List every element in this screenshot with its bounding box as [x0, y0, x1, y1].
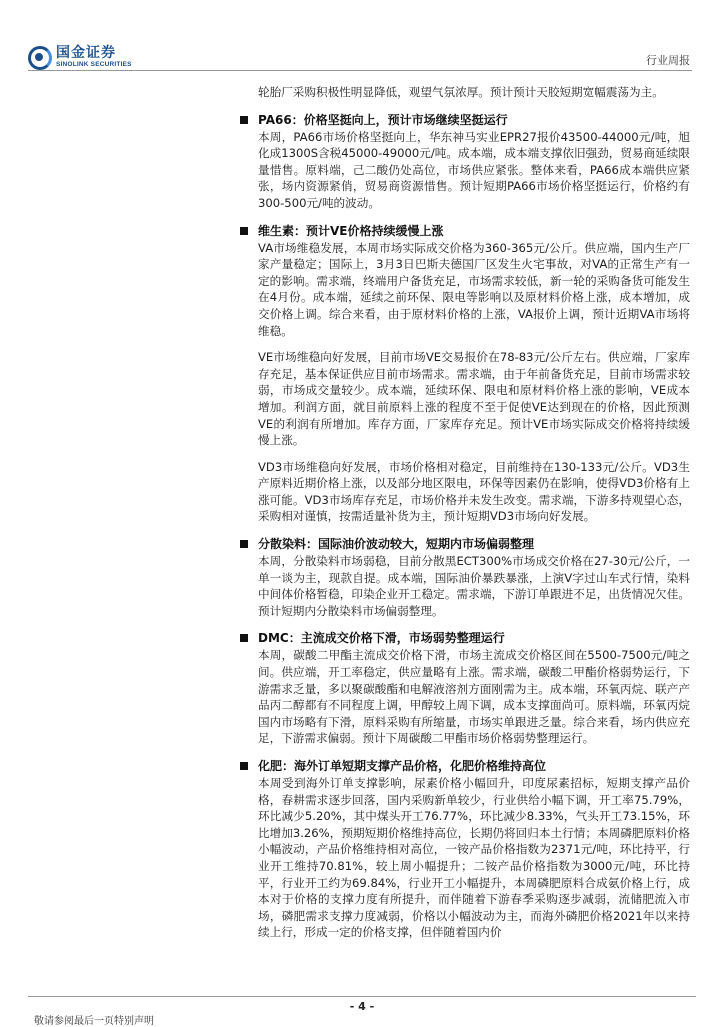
company-logo	[28, 42, 132, 72]
bullet-square-icon	[240, 116, 248, 124]
section-heading-dye	[236, 535, 690, 553]
dye-paragraph: 本周，分散染料市场弱稳，目前分散黑ECT300%市场成交价格在27-30元/公斤，一单一谈为主，现款自提。成本端，国际油价暴跌暴涨，上演V字过山车式行情，染料中间体价格暂稳，印染企业开工稳定。需求端，下游订单跟进不足，出货情况欠佳。预计短期内分散染料市场偏弱整理。	[258, 554, 690, 618]
section-heading-dmc	[236, 629, 690, 647]
ve-paragraph: VE市场维稳向好发展，目前市场VE交易报价在78-83元/公斤左右。供应端，厂家库存充足，基本保证供应目前市场需求。需求端，由于年前备货充足，目前市场需求较弱，市场成交量较少。成本端，延续环保、限电和原材料价格上涨的影响，VE成本增加。利润方面，就目前原料上涨的程度不至于促使VE达到现在的价格，因此预测VE的利润有所增加。库存方面，厂家库存充足。预计VE市场实际成交价格将持续缓慢上涨。	[258, 350, 690, 448]
section-heading-pa66	[236, 111, 690, 129]
section-title-pa66: PA66：价格坚挺向上，预计市场继续坚挺运行	[258, 112, 508, 127]
footer-divider	[28, 996, 696, 997]
dmc-paragraph: 本周，碳酸二甲酯主流成交价格下滑，市场主流成交价格区间在5500-7500元/吨之间。供应端，开工率稳定，供应量略有上涨。需求端，碳酸二甲酯价格弱势运行，下游需求乏量，多以聚碳酸酯和电解液溶剂方面刚需为主。成本端，环氧丙烷、联产产品丙二醇都有不同程度上调，甲醇较上周下调，成本支撑面尚可。原料端，环氧丙烷国内市场略有下滑，原料采购有所缩量，市场实单跟进乏量。综合来看，场内供应充足，下游需求偏弱。预计下周碳酸二甲酯市场价格弱势整理运行。	[258, 648, 690, 746]
pa66-paragraph: 本周，PA66市场价格坚挺向上，华东神马实业EPR27报价43500-44000元/吨，旭化成1300S含税45000-49000元/吨。成本端，成本端支撑依旧强劲，贸易商延续限量惜售。原料端，己二酸仍处高位，市场供应紧张。整体来看，PA66成本端供应紧张，场内资源紧俏，贸易商资源惜售。预计短期PA66市场价格坚挺运行，价格约有300-500元/吨的波动。	[258, 129, 690, 210]
section-title-fertilizer: 化肥：海外订单短期支撑产品价格，化肥价格维持高位	[258, 759, 547, 773]
page-header	[0, 0, 724, 80]
bullet-square-icon	[240, 762, 248, 770]
section-heading-vitamin	[236, 222, 690, 240]
intro-paragraph: 轮胎厂采购积极性明显降低，观望气氛浓厚。预计预计天胶短期宽幅震荡为主。	[258, 85, 664, 99]
va-paragraph: VA市场维稳发展，本周市场实际成交价格为360-365元/公斤。供应端，国内生产厂家产量稳定；国际上，3月3日巴斯夫德国厂区发生火宅事故，对VA的正常生产有一定的影响。需求端，终端用户备货充足，市场需求较低，新一轮的采购备货可能发生在4月份。成本端，延续之前环保、限电等影响以及原材料价格上涨，成本增加，成交价格上调。综合来看，由于原材料价格的上涨，VA报价上调，预计近期VA市场将维稳。	[258, 240, 690, 338]
report-body	[258, 84, 690, 941]
logo-chinese-name: 国金证券	[56, 44, 116, 61]
page-number: - 4 -	[349, 1000, 375, 1013]
logo-english-name: SINOLINK SECURITIES	[56, 60, 132, 68]
bullet-square-icon	[240, 634, 248, 642]
fertilizer-paragraph: 本周受到海外订单支撑影响，尿素价格小幅回升，印度尿素招标，短期支撑产品价格，春耕需求逐步回落，国内采购新单较少，行业供给小幅下调，开工率75.79%，环比减少5.20%，其中煤头开工76.77%，环比减少8.33%，气头开工73.15%，环比增加3.26%，预期短期价格维持高位，长期仍将回归本土行情；本周磷肥原料价格小幅波动，产品价格维持相对高位，一铵产品价格指数为2371元/吨，环比持平，行业开工维持70.81%，较上周小幅提升；二铵产品价格指数为3000元/吨，环比持平，行业开工约为69.84%，行业开工小幅提升，本周磷肥原料合成氨价格上行，成本对于价格的支撑力度有所提升，而伴随着下游春季采购逐步减弱，流储肥流入市场，磷肥需求支撑力度减弱，价格以小幅波动为主，而海外磷肥价格2021年以来持续上行，形成一定的价格支撑，但伴随着国内价	[258, 776, 690, 940]
footer-disclaimer: 敬请参阅最后一页特别声明	[34, 1016, 154, 1027]
section-title-dmc: DMC：主流成交价格下滑，市场弱势整理运行	[258, 631, 505, 646]
header-divider	[28, 70, 692, 71]
section-heading-fertilizer	[236, 757, 690, 775]
vd3-paragraph: VD3市场维稳向好发展，市场价格相对稳定，目前维持在130-133元/公斤。VD3生产原料近期价格上涨，以及部分地区限电，环保等因素仍在影响，使得VD3价格有上涨可能。VD3市场库存充足，市场价格并未发生改变。需求端，下游多持观望心态，采购相对谨慎，按需适量补货为主，预计短期VD3市场向好发展。	[258, 459, 690, 524]
logo-icon	[28, 46, 50, 68]
report-type-label: 行业周报	[646, 54, 690, 67]
bullet-square-icon	[240, 227, 248, 235]
section-title-vitamin: 维生素：预计VE价格持续缓慢上涨	[258, 223, 444, 238]
bullet-square-icon	[240, 540, 248, 548]
section-title-dye: 分散染料：国际油价波动较大，短期内市场偏弱整理	[258, 537, 535, 552]
